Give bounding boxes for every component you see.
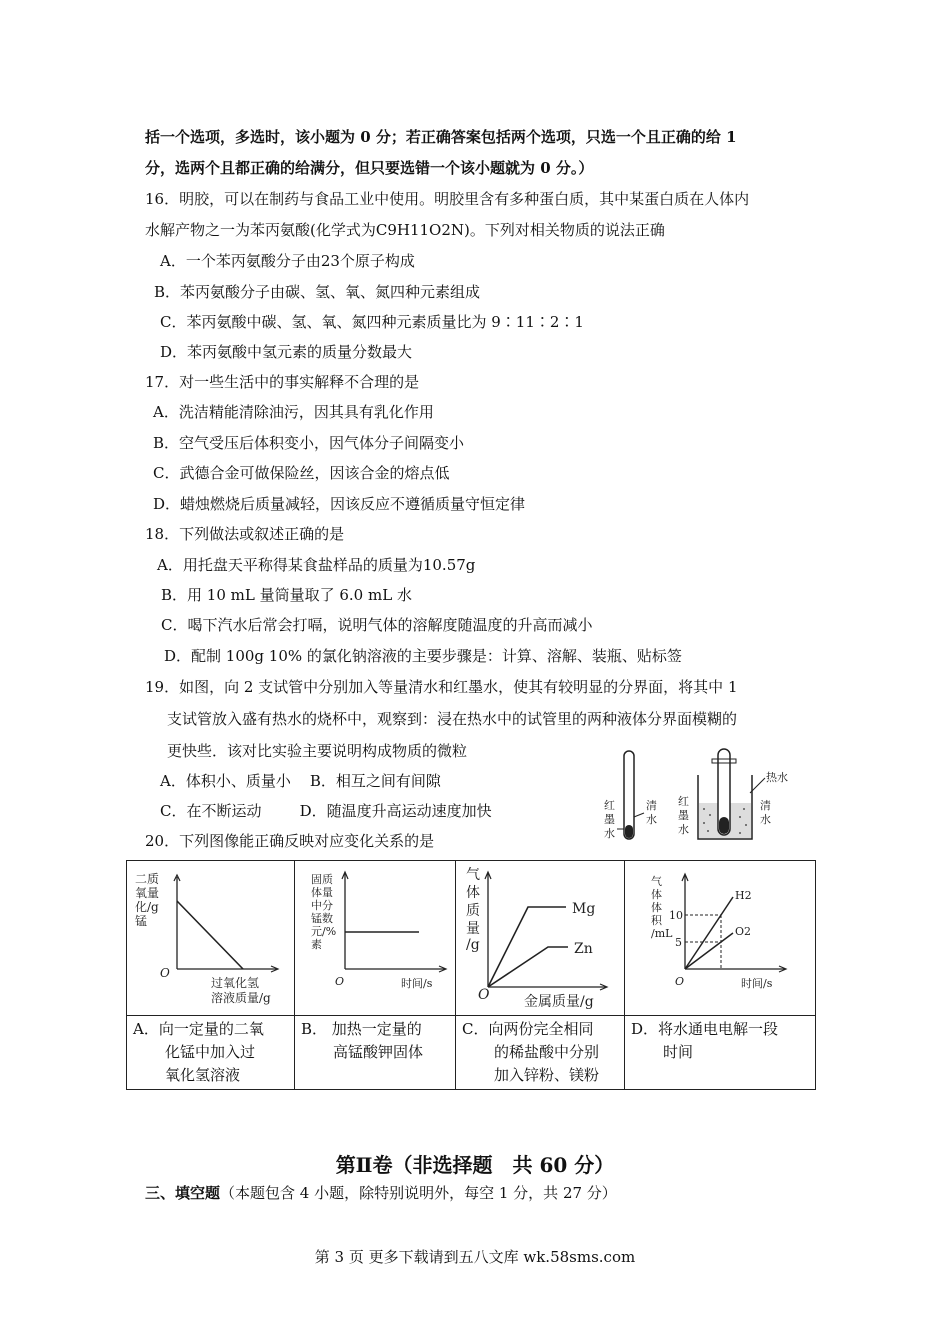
q19-stem-3: 更快些．该对比实验主要说明构成物质的微粒 [167, 742, 468, 760]
caption-a [127, 1016, 295, 1090]
q18-stem: 18．下列做法或叙述正确的是 [145, 525, 345, 543]
q19-options-cd: C．在不断运动 D．随温度升高运动速度加快 [160, 802, 492, 820]
right-red-ink-layer [719, 817, 729, 834]
part3-label: 三、填空题 [145, 1184, 221, 1202]
graph-d-cell [625, 861, 816, 1016]
caption-b-line-1: B． 加热一定量的 [301, 1020, 422, 1038]
caption-d [625, 1016, 816, 1090]
graph-a-ylabel-4: 锰 [135, 914, 148, 928]
graph-b-ylabel-1: 固质 [311, 873, 333, 886]
q18-option-b: B．用 10 mL 量筒量取了 6.0 mL 水 [161, 586, 412, 604]
graph-d-tick-5: 5 [675, 936, 682, 949]
graph-a-origin: O [160, 966, 170, 980]
graph-a-cell [127, 861, 295, 1016]
left-label-clear-water: 水 [646, 813, 657, 826]
graph-c-zn-curve [488, 947, 568, 987]
q17-stem: 17．对一些生活中的事实解释不合理的是 [145, 373, 420, 391]
graph-d-ylabel-1: 气 [651, 875, 662, 888]
graph-c-ylabel-5: /g [466, 937, 480, 953]
caption-d-line-2: 时间 [663, 1043, 694, 1061]
left-label-water: 水 [604, 827, 615, 840]
graph-b-ylabel-4: 锰数 [311, 912, 333, 925]
caption-a-line-3: 氧化氢溶液 [165, 1066, 241, 1084]
graph-b [295, 861, 454, 1011]
q16-stem-1: 16．明胶，可以在制药与食品工业中使用。明胶里含有多种蛋白质，其中某蛋白质在人体内 [145, 190, 750, 208]
graph-a [127, 861, 293, 1011]
left-label-ink: 墨 [604, 813, 615, 826]
part3-heading [145, 1182, 617, 1204]
right-label-red: 红 [678, 795, 689, 808]
graph-a-xlabel-1: 过氧化氢 [211, 976, 260, 990]
right-label-ink: 墨 [678, 809, 689, 822]
page-footer: 第 3 页 更多下载请到五八文库 wk.58sms.com [314, 1248, 636, 1266]
graph-a-xlabel-2: 溶液质量/g [211, 991, 271, 1005]
instructions-line-2: 分，选两个且都正确的给满分，但只要选错一个该小题就为 0 分。） [145, 159, 594, 177]
part3-description: （本题包含 4 小题，除特别说明外，每空 1 分，共 27 分） [220, 1184, 617, 1202]
label-hot-water: 热水 [766, 771, 788, 784]
caption-a-line-1: A．向一定量的二氧 [133, 1020, 264, 1038]
graph-d-xlabel: 时间/s [741, 977, 773, 990]
q19-figure-test-tubes [600, 745, 810, 850]
graph-b-ylabel-2: 体量 [311, 886, 333, 899]
graph-d-tick-10: 10 [669, 909, 683, 922]
instructions-line-1: 括一个选项，多选时，该小题为 0 分；若正确答案包括两个选项，只选一个且正确的给 1 [145, 128, 737, 146]
graph-c-ylabel-1: 气 [466, 867, 480, 883]
graph-b-ylabel-3: 中分 [311, 899, 333, 912]
graph-c-ylabel-2: 体 [466, 885, 480, 901]
graph-a-ylabel-3: 化/g [135, 900, 159, 914]
graph-d-ylabel-2: 体 [651, 888, 662, 901]
graph-d-origin: O [675, 975, 685, 988]
q17-option-d: D．蜡烛燃烧后质量减轻，因该反应不遵循质量守恒定律 [153, 495, 526, 513]
graph-a-curve [177, 901, 243, 969]
graph-d-o2-curve [685, 933, 733, 969]
caption-b [295, 1016, 456, 1090]
graph-d-h2-label: H2 [735, 889, 752, 902]
caption-d-line-1: D．将水通电电解一段 [631, 1020, 779, 1038]
caption-c [456, 1016, 625, 1090]
caption-b-line-2: 高锰酸钾固体 [333, 1043, 424, 1061]
q18-option-c: C．喝下汽水后常会打嗝，说明气体的溶解度随温度的升高而减小 [161, 616, 593, 634]
caption-c-line-1: C．向两份完全相同 [462, 1020, 594, 1038]
section-title: 第Ⅱ卷（非选择题 共 60 分） [335, 1153, 615, 1177]
q16-option-c: C．苯丙氨酸中碳、氢、氧、氮四种元素质量比为 9∶11∶2∶1 [160, 313, 584, 331]
q19-stem-1: 19．如图，向 2 支试管中分别加入等量清水和红墨水，使其有较明显的分界面，将其中 1 [145, 678, 738, 696]
q16-option-d: D．苯丙氨酸中氢元素的质量分数最大 [160, 343, 413, 361]
caption-a-line-2: 化锰中加入过 [165, 1043, 256, 1061]
caption-c-line-2: 的稀盐酸中分别 [494, 1043, 600, 1061]
graph-c-cell [456, 861, 625, 1016]
q16-stem-2: 水解产物之一为苯丙氨酸(化学式为C9H11O2N)。下列对相关物质的说法正确 [145, 221, 665, 239]
q18-option-d: D．配制 100g 10% 的氯化钠溶液的主要步骤是：计算、溶解、装瓶、贴标签 [164, 647, 682, 665]
graph-c-mg-label: Mg [572, 901, 596, 917]
q17-option-a: A．洗洁精能清除油污，因其具有乳化作用 [153, 403, 434, 421]
graph-d-o2-label: O2 [735, 925, 752, 938]
q16-option-b: B．苯丙氨酸分子由碳、氢、氧、氮四种元素组成 [154, 283, 481, 301]
graph-d-ylabel-3: 体 [651, 901, 662, 914]
graph-d-h2-curve [685, 897, 733, 969]
graph-b-xlabel: 时间/s [401, 977, 433, 990]
graph-b-ylabel-5: 元/% [311, 925, 337, 938]
graph-b-ylabel-6: 素 [311, 938, 322, 951]
caption-c-line-3: 加入锌粉、镁粉 [494, 1066, 600, 1084]
graph-b-origin: O [335, 975, 345, 988]
q20-stem: 20．下列图像能正确反映对应变化关系的是 [145, 832, 435, 850]
q20-options-table [126, 860, 816, 1090]
graph-c-xlabel: 金属质量/g [524, 994, 594, 1010]
left-label-red: 红 [604, 799, 615, 812]
graph-c-zn-label: Zn [574, 941, 593, 957]
graph-d [625, 861, 814, 1011]
q18-option-a: A．用托盘天平称得某食盐样品的质量为10.57g [157, 556, 476, 574]
right-label-clear-water: 水 [760, 813, 771, 826]
graph-b-cell [295, 861, 456, 1016]
graph-c-ylabel-4: 量 [466, 921, 480, 937]
graph-c-ylabel-3: 质 [466, 903, 480, 919]
q19-stem-2: 支试管放入盛有热水的烧杯中，观察到：浸在热水中的试管里的两种液体分界面模糊的 [167, 710, 738, 728]
graph-d-ylabel-4: 积 [651, 914, 662, 927]
q16-option-a: A．一个苯丙氨酸分子由23个原子构成 [160, 252, 415, 270]
left-label-clear: 清 [646, 799, 657, 812]
graph-c-origin: O [478, 987, 490, 1003]
left-red-ink-layer [625, 825, 633, 838]
graph-c [456, 861, 623, 1011]
q17-option-b: B．空气受压后体积变小，因气体分子间隔变小 [153, 434, 465, 452]
q17-option-c: C．武德合金可做保险丝，因该合金的熔点低 [153, 464, 450, 482]
right-label-water: 水 [678, 823, 689, 836]
graph-d-ylabel-5: /mL [651, 927, 673, 940]
graph-a-ylabel-1: 二质 [135, 872, 160, 886]
graph-a-ylabel-2: 氧量 [135, 886, 160, 900]
right-label-clear: 清 [760, 799, 771, 812]
q19-options-ab: A．体积小、质量小 B．相互之间有间隙 [160, 772, 441, 790]
